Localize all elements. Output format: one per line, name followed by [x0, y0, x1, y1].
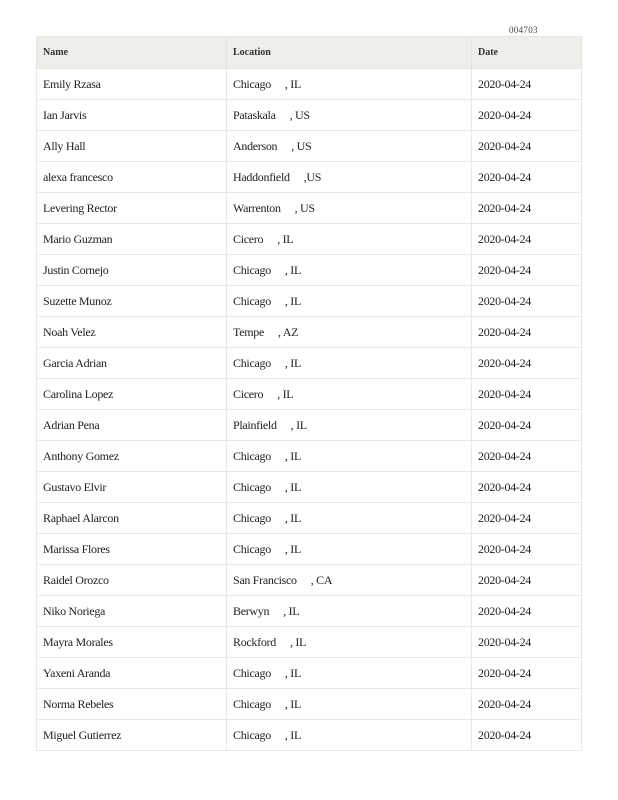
location-cell	[227, 379, 472, 410]
location-region: , US	[294, 200, 315, 215]
location-region: , US	[289, 107, 310, 122]
location-region: ,US	[303, 169, 322, 184]
location-cell	[227, 410, 472, 441]
name-cell: Emily Rzasa	[37, 69, 227, 100]
table-row	[37, 472, 582, 503]
location-city: Cicero	[233, 231, 264, 246]
table-row	[37, 379, 582, 410]
location-cell	[227, 286, 472, 317]
location-region: , IL	[277, 386, 294, 401]
location-cell	[227, 131, 472, 162]
table-row	[37, 224, 582, 255]
name-cell: Raidel Orozco	[37, 565, 227, 596]
table-row	[37, 565, 582, 596]
date-cell: 2020-04-24	[472, 131, 582, 162]
table-header	[37, 37, 582, 69]
location-city: Pataskala	[233, 107, 276, 122]
date-cell: 2020-04-24	[472, 224, 582, 255]
location-column-header: Location	[227, 37, 472, 69]
date-cell: 2020-04-24	[472, 441, 582, 472]
name-cell: Yaxeni Aranda	[37, 658, 227, 689]
location-cell	[227, 441, 472, 472]
location-cell	[227, 224, 472, 255]
location-region: , IL	[284, 448, 302, 463]
date-cell: 2020-04-24	[472, 627, 582, 658]
location-region: , IL	[284, 696, 302, 711]
date-cell: 2020-04-24	[472, 410, 582, 441]
name-cell: Marissa Flores	[37, 534, 227, 565]
date-column-header: Date	[472, 37, 582, 69]
location-region: , IL	[284, 76, 302, 91]
name-cell: Justin Cornejo	[37, 255, 227, 286]
location-region: , IL	[289, 634, 307, 649]
name-cell: Raphael Alarcon	[37, 503, 227, 534]
date-cell: 2020-04-24	[472, 658, 582, 689]
location-cell	[227, 348, 472, 379]
location-city: Cicero	[233, 386, 264, 401]
location-city: Haddonfield	[233, 169, 290, 184]
location-cell	[227, 534, 472, 565]
date-cell: 2020-04-24	[472, 193, 582, 224]
table-row	[37, 193, 582, 224]
date-cell: 2020-04-24	[472, 596, 582, 627]
location-city: Chicago	[233, 262, 271, 277]
signers-table	[36, 36, 582, 751]
date-cell: 2020-04-24	[472, 565, 582, 596]
location-cell	[227, 255, 472, 286]
table-row	[37, 689, 582, 720]
table-row	[37, 410, 582, 441]
table-row	[37, 69, 582, 100]
location-region: , IL	[284, 355, 302, 370]
location-city: Rockford	[233, 634, 276, 649]
date-cell: 2020-04-24	[472, 317, 582, 348]
location-city: Warrenton	[233, 200, 281, 215]
location-region: , IL	[284, 727, 302, 742]
location-city: Chicago	[233, 448, 271, 463]
name-cell: Suzette Munoz	[37, 286, 227, 317]
date-cell: 2020-04-24	[472, 534, 582, 565]
table-row	[37, 162, 582, 193]
name-cell: Anthony Gomez	[37, 441, 227, 472]
location-cell	[227, 100, 472, 131]
name-cell: Ally Hall	[37, 131, 227, 162]
table-row	[37, 100, 582, 131]
location-region: , IL	[284, 293, 302, 308]
location-cell	[227, 689, 472, 720]
location-city: Chicago	[233, 665, 271, 680]
name-cell: Levering Rector	[37, 193, 227, 224]
date-cell: 2020-04-24	[472, 162, 582, 193]
location-region: , IL	[284, 510, 302, 525]
date-cell: 2020-04-24	[472, 379, 582, 410]
name-cell: Carolina Lopez	[37, 379, 227, 410]
table-row	[37, 627, 582, 658]
location-city: Chicago	[233, 541, 271, 556]
table-body	[37, 69, 582, 751]
location-region: , IL	[284, 665, 302, 680]
date-cell: 2020-04-24	[472, 503, 582, 534]
location-region: , IL	[284, 541, 302, 556]
name-cell: Gustavo Elvir	[37, 472, 227, 503]
name-cell: Norma Rebeles	[37, 689, 227, 720]
location-region: , IL	[290, 417, 307, 432]
location-cell	[227, 317, 472, 348]
name-cell: Niko Noriega	[37, 596, 227, 627]
location-city: Chicago	[233, 355, 271, 370]
name-cell: Mario Guzman	[37, 224, 227, 255]
location-cell	[227, 69, 472, 100]
name-cell: Miguel Gutierrez	[37, 720, 227, 751]
date-cell: 2020-04-24	[472, 720, 582, 751]
location-region: , AZ	[277, 324, 299, 339]
table-row	[37, 658, 582, 689]
date-cell: 2020-04-24	[472, 689, 582, 720]
location-cell	[227, 627, 472, 658]
table-row	[37, 286, 582, 317]
location-city: Chicago	[233, 76, 271, 91]
location-city: Plainfield	[233, 417, 277, 432]
location-city: Anderson	[233, 138, 278, 153]
table-row	[37, 131, 582, 162]
location-city: Berwyn	[233, 603, 270, 618]
table-row	[37, 720, 582, 751]
location-region: , CA	[310, 572, 333, 587]
location-city: Tempe	[233, 324, 264, 339]
name-column-header: Name	[37, 37, 227, 69]
date-cell: 2020-04-24	[472, 100, 582, 131]
location-city: Chicago	[233, 293, 271, 308]
name-cell: Mayra Morales	[37, 627, 227, 658]
name-cell: Ian Jarvis	[37, 100, 227, 131]
table-row	[37, 317, 582, 348]
document-id: 004703	[509, 25, 538, 35]
location-region: , US	[291, 138, 312, 153]
location-cell	[227, 658, 472, 689]
name-cell: alexa francesco	[37, 162, 227, 193]
location-cell	[227, 596, 472, 627]
location-region: , IL	[284, 479, 302, 494]
table-row	[37, 503, 582, 534]
location-city: Chicago	[233, 727, 271, 742]
location-cell	[227, 720, 472, 751]
table-row	[37, 348, 582, 379]
location-cell	[227, 503, 472, 534]
table-row	[37, 441, 582, 472]
location-region: , IL	[284, 262, 302, 277]
location-cell	[227, 565, 472, 596]
location-city: Chicago	[233, 479, 271, 494]
table-row	[37, 534, 582, 565]
date-cell: 2020-04-24	[472, 472, 582, 503]
location-city: San Francisco	[233, 572, 297, 587]
location-region: , IL	[277, 231, 294, 246]
location-cell	[227, 162, 472, 193]
date-cell: 2020-04-24	[472, 286, 582, 317]
name-cell: Garcia Adrian	[37, 348, 227, 379]
date-cell: 2020-04-24	[472, 255, 582, 286]
table-row	[37, 596, 582, 627]
date-cell: 2020-04-24	[472, 69, 582, 100]
name-cell: Noah Velez	[37, 317, 227, 348]
location-city: Chicago	[233, 696, 271, 711]
date-cell: 2020-04-24	[472, 348, 582, 379]
location-region: , IL	[283, 603, 300, 618]
location-city: Chicago	[233, 510, 271, 525]
location-cell	[227, 193, 472, 224]
name-cell: Adrian Pena	[37, 410, 227, 441]
location-cell	[227, 472, 472, 503]
table-row	[37, 255, 582, 286]
header-row	[37, 37, 582, 69]
